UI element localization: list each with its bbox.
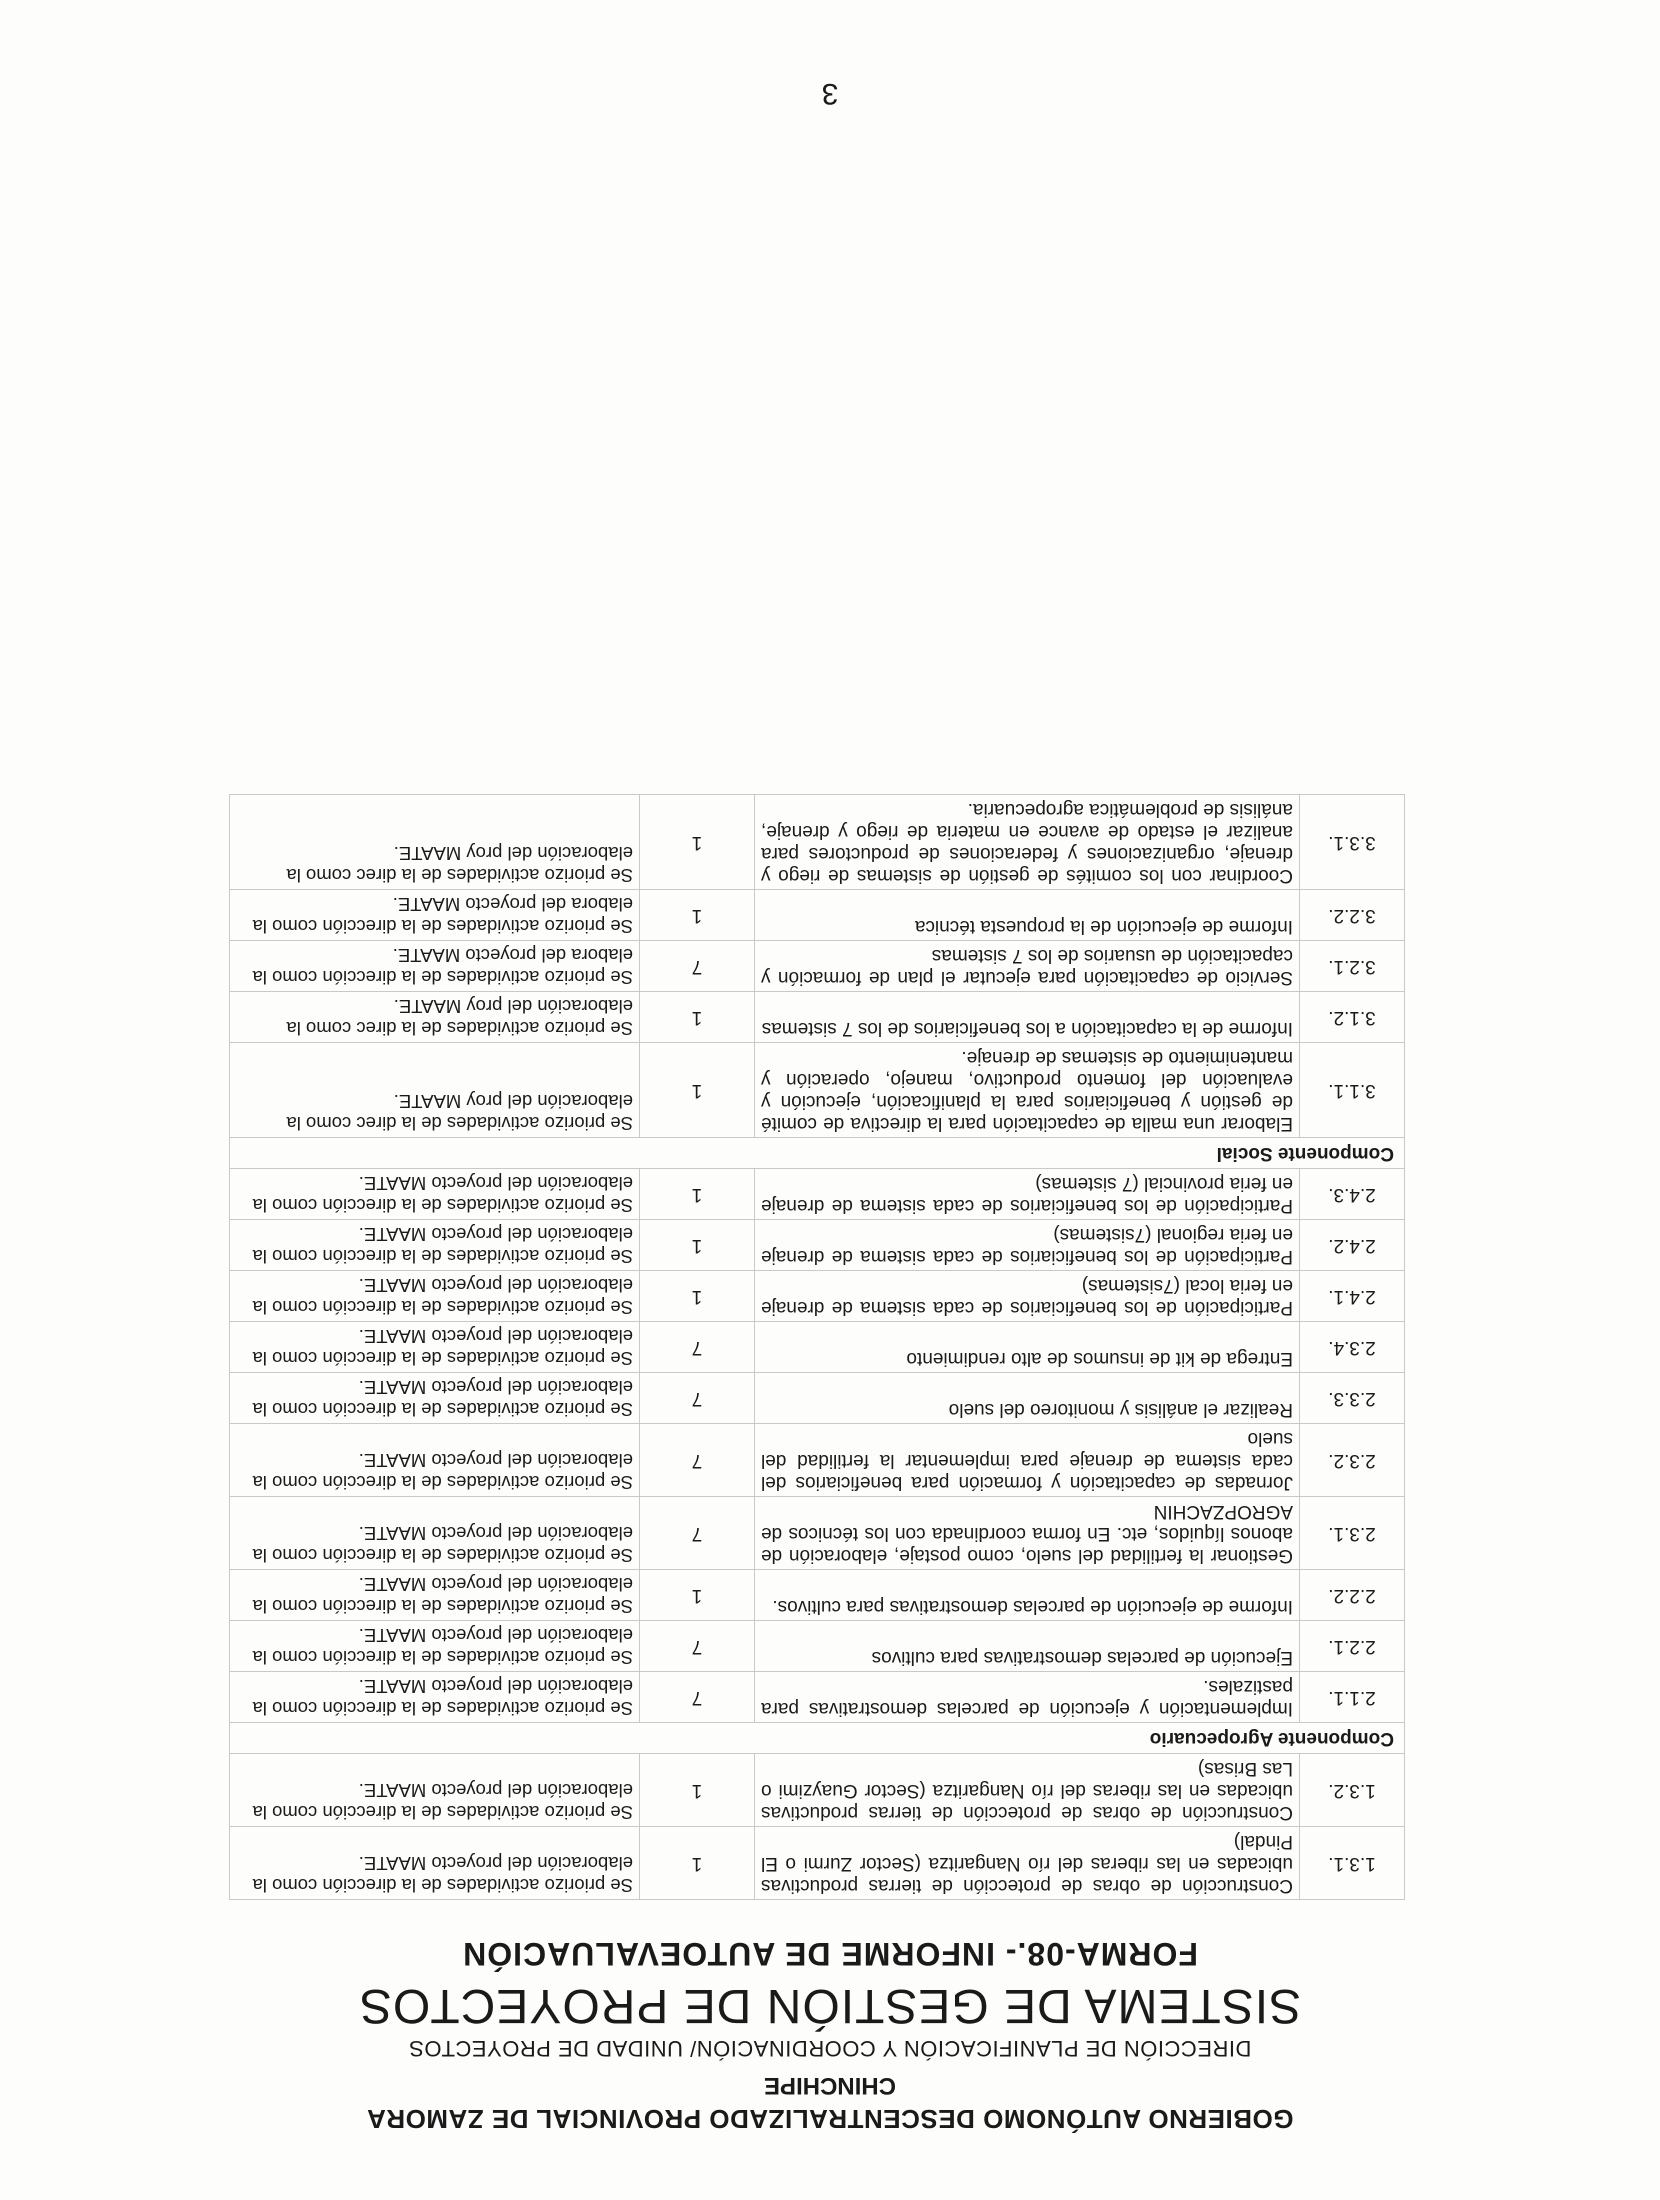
- activity-description: Ejecución de parcelas demostrativas para cultivos: [755, 1621, 1300, 1672]
- table-row: [230, 1570, 1405, 1621]
- activity-quantity: 1: [640, 1754, 755, 1827]
- activity-code: 2.4.3.: [1300, 1169, 1405, 1220]
- activity-description: Informe de la capacitación a los beneficiarios de los 7 sistemas: [755, 992, 1300, 1043]
- activity-quantity: 1: [640, 1169, 755, 1220]
- document-header: [0, 1935, 1660, 2140]
- table-row: [230, 992, 1405, 1043]
- activity-description: Participación de los beneficiarios de cada sistema de drenaje en feria regional (7sistemas): [755, 1220, 1300, 1271]
- activity-code: 1.3.1.: [1300, 1827, 1405, 1900]
- page-number: 3: [821, 77, 839, 110]
- activity-code: 2.3.3.: [1300, 1373, 1405, 1424]
- activity-code: 3.2.2.: [1300, 890, 1405, 941]
- activity-quantity: 7: [640, 1322, 755, 1373]
- activity-code: 2.3.4.: [1300, 1322, 1405, 1373]
- activity-quantity: 7: [640, 1672, 755, 1723]
- activity-description: Construcción de obras de protección de tierras productivas ubicadas en las riberas del río Nangaritza (Sector Guayzimi o Las Brisas): [755, 1754, 1300, 1827]
- activity-quantity: 1: [640, 795, 755, 890]
- table-row: [230, 1672, 1405, 1723]
- activity-observation: Se priorizo actividades de la dirección como la elabora del proyecto MAATE.: [230, 890, 640, 941]
- activity-observation: Se priorizo actividades de la direc como la elaboración del proy MAATE.: [230, 992, 640, 1043]
- table-row: [230, 1220, 1405, 1271]
- activity-description: Entrega de kit de insumos de alto rendimiento: [755, 1322, 1300, 1373]
- activity-quantity: 1: [640, 1570, 755, 1621]
- org-title: GOBIERNO AUTÓNOMO DESCENTRALIZADO PROVINCIAL DE ZAMORA: [366, 2104, 1294, 2134]
- activity-quantity: 7: [640, 1424, 755, 1497]
- evaluation-table-body: [230, 795, 1405, 1900]
- activity-code: 2.3.2.: [1300, 1424, 1405, 1497]
- activity-quantity: 1: [640, 890, 755, 941]
- department-title: DIRECCIÓN DE PLANIFICACIÓN Y COORDINACIÓN/ UNIDAD DE PROYECTOS: [408, 2036, 1252, 2061]
- activity-description: Informe de ejecución de la propuesta técnica: [755, 890, 1300, 941]
- activity-observation: Se priorizo actividades de la dirección como la elaboración del proyecto MAATE.: [230, 1322, 640, 1373]
- activity-observation: Se priorizo actividades de la dirección como la elaboración del proyecto MAATE.: [230, 1570, 640, 1621]
- activity-quantity: 7: [640, 1497, 755, 1570]
- activity-code: 3.1.1.: [1300, 1043, 1405, 1138]
- activity-observation: Se priorizo actividades de la dirección como la elaboración del proyecto MAATE.: [230, 1827, 640, 1900]
- activity-description: Servicio de capacitación para ejecutar el plan de formación y capacitación de usuarios de los 7 sistemas: [755, 941, 1300, 992]
- activity-observation: Se priorizo actividades de la direc como la elaboración del proy MAATE.: [230, 1043, 640, 1138]
- activity-code: 2.4.1.: [1300, 1271, 1405, 1322]
- section-header-row: [230, 1138, 1405, 1169]
- activity-code: 2.2.2.: [1300, 1570, 1405, 1621]
- activity-observation: Se priorizo actividades de la dirección como la elaboración del proyecto MAATE.: [230, 1424, 640, 1497]
- table-row: [230, 1827, 1405, 1900]
- activity-observation: Se priorizo actividades de la dirección como la elaboración del proyecto MAATE.: [230, 1220, 640, 1271]
- table-row: [230, 1169, 1405, 1220]
- activity-description: Participación de los beneficiarios de cada sistema de drenaje en feria provincial (7 sistemas): [755, 1169, 1300, 1220]
- activity-description: Informe de ejecución de parcelas demostrativas para cultivos.: [755, 1570, 1300, 1621]
- table-row: [230, 1322, 1405, 1373]
- activity-description: Jornadas de capacitación y formación para beneficiarios del cada sistema de drenaje para implementar la fertilidad del suelo: [755, 1424, 1300, 1497]
- table-row: [230, 1043, 1405, 1138]
- activity-description: Coordinar con los comités de gestión de sistemas de riego y drenaje, organizaciones y federaciones de productores para analizar el estado de avance en materia de riego y drenaje, análisis de problemática agropecuaria.: [755, 795, 1300, 890]
- table-row: [230, 1497, 1405, 1570]
- activity-code: 2.2.1.: [1300, 1621, 1405, 1672]
- table-row: [230, 1271, 1405, 1322]
- activity-description: Realizar el análisis y monitoreo del suelo: [755, 1373, 1300, 1424]
- activity-code: 1.3.2.: [1300, 1754, 1405, 1827]
- activity-quantity: 1: [640, 992, 755, 1043]
- activity-code: 2.3.1.: [1300, 1497, 1405, 1570]
- org-subtitle: CHINCHIPE: [764, 2072, 897, 2099]
- section-header-row: [230, 1723, 1405, 1754]
- activity-code: 3.2.1.: [1300, 941, 1405, 992]
- activity-description: Gestionar la fertilidad del suelo, como postaje, elaboración de abonos líquidos, etc. En forma coordinada con los técnicos de AGROPZACHIN: [755, 1497, 1300, 1570]
- activity-observation: Se priorizo actividades de la direc como la elaboración del proy MAATE.: [230, 795, 640, 890]
- activity-description: Construcción de obras de protección de tierras productivas ubicadas en las riberas del río Nangaritza (Sector Zurmi o El Pindal): [755, 1827, 1300, 1900]
- activity-quantity: 7: [640, 941, 755, 992]
- activity-observation: Se priorizo actividades de la dirección como la elabora del proyecto MAATE.: [230, 941, 640, 992]
- table-row: [230, 1373, 1405, 1424]
- activity-quantity: 7: [640, 1373, 755, 1424]
- activity-code: 3.3.1.: [1300, 795, 1405, 890]
- activity-code: 2.4.2.: [1300, 1220, 1405, 1271]
- activity-description: Participación de los beneficiarios de cada sistema de drenaje en feria local (7sistemas): [755, 1271, 1300, 1322]
- activity-observation: Se priorizo actividades de la dirección como la elaboración del proyecto MAATE.: [230, 1621, 640, 1672]
- table-row: [230, 941, 1405, 992]
- activity-description: Implementación y ejecución de parcelas demostrativas para pastizales.: [755, 1672, 1300, 1723]
- activity-observation: Se priorizo actividades de la dirección como la elaboración del proyecto MAATE.: [230, 1169, 640, 1220]
- activity-code: 3.1.2.: [1300, 992, 1405, 1043]
- table-row: [230, 1424, 1405, 1497]
- activity-description: Elaborar una malla de capacitación para la directiva de comité de gestión y beneficiarios para la planificación, ejecución y evaluación del fomento productivo, manejo, operación y mantenimiento de sistemas de drenaje.: [755, 1043, 1300, 1138]
- activity-quantity: 7: [640, 1621, 755, 1672]
- activity-observation: Se priorizo actividades de la dirección como la elaboración del proyecto MAATE.: [230, 1497, 640, 1570]
- form-title: FORMA-08.- INFORME DE AUTOEVALUACIÓN: [462, 1936, 1198, 1972]
- activity-observation: Se priorizo actividades de la dirección como la elaboración del proyecto MAATE.: [230, 1271, 640, 1322]
- activity-quantity: 1: [640, 1043, 755, 1138]
- activity-observation: Se priorizo actividades de la dirección como la elaboración del proyecto MAATE.: [230, 1373, 640, 1424]
- activity-observation: Se priorizo actividades de la dirección como la elaboración del proyecto MAATE.: [230, 1754, 640, 1827]
- table-row: [230, 795, 1405, 890]
- table-row: [230, 890, 1405, 941]
- section-label: Componente Agropecuario: [230, 1723, 1405, 1754]
- table-row: [230, 1621, 1405, 1672]
- activity-quantity: 1: [640, 1220, 755, 1271]
- table-row: [230, 1754, 1405, 1827]
- activity-quantity: 1: [640, 1271, 755, 1322]
- evaluation-table: [229, 794, 1405, 1900]
- section-label: Componente Social: [230, 1138, 1405, 1169]
- system-title: SISTEMA DE GESTIÓN DE PROYECTOS: [358, 1979, 1302, 2032]
- activity-observation: Se priorizo actividades de la dirección como la elaboración del proyecto MAATE.: [230, 1672, 640, 1723]
- activity-code: 2.1.1.: [1300, 1672, 1405, 1723]
- activity-quantity: 1: [640, 1827, 755, 1900]
